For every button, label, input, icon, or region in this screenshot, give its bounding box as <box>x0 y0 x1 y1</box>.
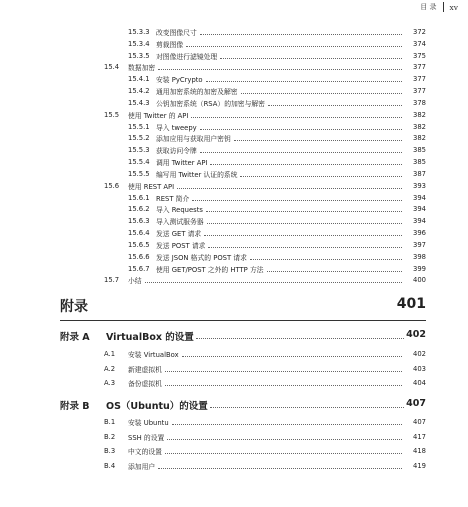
toc-subsection-row <box>0 239 468 251</box>
appendix-item-leader <box>182 356 402 357</box>
toc-leader <box>210 164 402 165</box>
appendix-item-number: A.3 <box>104 379 116 388</box>
toc-number: 15.6.5 <box>128 240 150 249</box>
toc-leader <box>200 152 402 153</box>
toc-page: 396 <box>413 229 426 238</box>
appendix-item-number: A.2 <box>104 364 116 373</box>
appendix-item-page: 404 <box>413 379 426 388</box>
toc-page: 378 <box>413 98 426 107</box>
toc-subsection-row <box>0 73 468 85</box>
appendix-item-page: 419 <box>413 462 426 471</box>
toc-title: 公钥加密系统（RSA）的加密与解密 <box>156 99 265 108</box>
appendix-item-row <box>0 363 468 375</box>
appendix-a-leader <box>196 338 404 339</box>
appendix-item-leader <box>165 385 402 386</box>
toc-subsection-row <box>0 85 468 97</box>
appendix-item-page: 418 <box>413 447 426 456</box>
toc-page: 387 <box>413 169 426 178</box>
toc-leader <box>220 58 402 59</box>
toc-number: 15.3.3 <box>128 28 150 36</box>
toc-number: 15.6.3 <box>128 217 150 226</box>
appendix-item-row <box>0 377 468 389</box>
appendix-b-leader <box>210 407 404 408</box>
appendix-item-leader <box>158 468 402 469</box>
appendix-title: 附录 <box>60 299 88 315</box>
toc-page: 377 <box>413 63 426 72</box>
toc-title: REST 简介 <box>156 194 190 203</box>
toc-number: 15.5.4 <box>128 158 150 167</box>
toc-number: 15.4.3 <box>128 98 150 107</box>
toc-section-row <box>0 274 468 286</box>
toc-number: 15.6.1 <box>128 193 150 202</box>
appendix-page: 401 <box>396 296 426 312</box>
toc-number: 15.5.1 <box>128 122 150 131</box>
toc-leader <box>200 34 402 35</box>
appendix-b-title: OS（Ubuntu）的设置 <box>106 401 208 412</box>
appendix-item-number: B.3 <box>104 447 116 456</box>
toc-title: 对图像进行滤镜处理 <box>156 52 218 61</box>
appendix-a-label: 附录 A <box>60 332 90 343</box>
toc-page: 398 <box>413 252 426 261</box>
toc-leader <box>200 129 402 130</box>
appendix-a-page: 402 <box>406 329 426 340</box>
appendix-item-number: B.2 <box>104 432 116 441</box>
toc-page: 400 <box>413 276 426 285</box>
toc-title: 添加应用与获取用户密钥 <box>156 135 231 144</box>
toc-section-row <box>0 180 468 192</box>
appendix-item-page: 403 <box>413 364 426 373</box>
toc-number: 15.5.2 <box>128 134 150 143</box>
toc-page: 372 <box>413 28 426 36</box>
appendix-item-title: 安装 Ubuntu <box>128 419 169 427</box>
toc-leader <box>241 93 402 94</box>
appendix-item-page: 402 <box>413 350 426 358</box>
toc-leader <box>250 259 402 260</box>
toc-leader <box>234 140 402 141</box>
toc-subsection-row <box>0 156 468 168</box>
appendix-item-row <box>0 460 468 472</box>
toc-number: 15.3.4 <box>128 39 150 48</box>
toc-number: 15.6 <box>104 181 120 190</box>
toc-leader <box>158 69 402 70</box>
toc-number: 15.5.5 <box>128 169 150 178</box>
toc-section-row <box>0 61 468 73</box>
toc-page: 382 <box>413 122 426 131</box>
toc-title: 发送 POST 请求 <box>156 241 206 250</box>
toc-title: 数据加密 <box>128 64 156 73</box>
header-separator <box>443 2 444 12</box>
toc-subsection-row <box>0 215 468 227</box>
appendix-item-number: B.4 <box>104 462 116 471</box>
appendix-item-title: SSH 的设置 <box>128 433 165 442</box>
appendix-item-number: A.1 <box>104 350 116 358</box>
toc-title: 发送 GET 请求 <box>156 230 202 239</box>
appendix-item-title: 添加用户 <box>128 463 156 472</box>
toc-page: 394 <box>413 205 426 214</box>
toc-page: 394 <box>413 193 426 202</box>
toc-page: 377 <box>413 75 426 84</box>
toc-number: 15.6.7 <box>128 264 150 273</box>
toc-title: 小结 <box>128 277 142 286</box>
appendix-item-page: 417 <box>413 432 426 441</box>
running-header <box>420 0 458 14</box>
toc-leader <box>206 211 402 212</box>
header-page-number: xv <box>449 2 458 12</box>
toc-leader <box>204 235 402 236</box>
toc-number: 15.4.2 <box>128 87 150 96</box>
appendix-a-heading-row <box>60 329 426 345</box>
toc-title: 使用 Twitter 的 API <box>128 111 189 120</box>
toc-subsection-row <box>0 168 468 180</box>
toc-number: 15.4.1 <box>128 75 150 84</box>
toc-subsection-row <box>0 227 468 239</box>
toc-number: 15.5 <box>104 110 120 119</box>
appendix-b-page: 407 <box>406 398 426 409</box>
appendix-item-row <box>0 348 468 360</box>
appendix-b-heading-row <box>60 398 426 414</box>
toc-subsection-row <box>0 263 468 275</box>
appendix-item-title: 新建虚拟机 <box>128 365 162 374</box>
appendix-a-title: VirtualBox 的设置 <box>106 332 194 343</box>
toc-leader <box>177 188 402 189</box>
appendix-item-leader <box>165 371 402 372</box>
toc-leader <box>191 117 402 118</box>
appendix-item-leader <box>165 453 402 454</box>
toc-number: 15.6.4 <box>128 229 150 238</box>
toc-page: 397 <box>413 240 426 249</box>
appendix-heading <box>60 296 426 314</box>
toc-title: 获取访问令牌 <box>156 147 197 156</box>
toc-title: 使用 REST API <box>128 182 175 191</box>
appendix-rule <box>60 320 426 321</box>
toc-number: 15.4 <box>104 63 120 72</box>
toc-leader <box>207 223 402 224</box>
toc-leader <box>206 81 402 82</box>
toc-number: 15.3.5 <box>128 51 150 60</box>
toc-title: 安装 PyCrypto <box>156 76 203 85</box>
toc-page: 375 <box>413 51 426 60</box>
toc-title: 发送 JSON 格式的 POST 请求 <box>156 253 247 262</box>
appendix-b-label: 附录 B <box>60 401 90 412</box>
toc-leader <box>145 282 402 283</box>
toc-page: 385 <box>413 158 426 167</box>
toc-title: 导入 Requests <box>156 206 203 215</box>
toc-page: 399 <box>413 264 426 273</box>
toc-page: 393 <box>413 181 426 190</box>
toc-title: 通用加密系统的加密及解密 <box>156 88 238 97</box>
toc-title: 剪裁图像 <box>156 40 184 49</box>
appendix-item-title: 安装 VirtualBox <box>128 351 179 359</box>
toc-title: 改变图像尺寸 <box>156 29 197 37</box>
toc-page: 374 <box>413 39 426 48</box>
appendix-item-title: 备份虚拟机 <box>128 380 162 389</box>
toc-subsection-row <box>0 50 468 62</box>
appendix-item-number: B.1 <box>104 418 116 426</box>
toc-number: 15.7 <box>104 276 120 285</box>
toc-number: 15.6.2 <box>128 205 150 214</box>
appendix-item-row <box>0 431 468 443</box>
toc-title: 导入 tweepy <box>156 123 197 132</box>
appendix-item-leader <box>172 424 402 425</box>
toc-number: 15.5.3 <box>128 146 150 155</box>
toc-leader <box>240 176 402 177</box>
toc-page: 385 <box>413 146 426 155</box>
appendix-item-row <box>0 416 468 428</box>
appendix-item-row <box>0 445 468 457</box>
toc-title: 编写用 Twitter 认证的系统 <box>156 170 238 179</box>
toc-subsection-row <box>0 26 468 38</box>
toc-subsection-row <box>0 121 468 133</box>
toc-subsection-row <box>0 97 468 109</box>
toc-leader <box>186 46 402 47</box>
toc-title: 使用 GET/POST 之外的 HTTP 方法 <box>156 265 264 274</box>
toc-subsection-row <box>0 132 468 144</box>
toc-leader <box>268 105 402 106</box>
header-section: 目 录 <box>420 3 437 11</box>
toc-subsection-row <box>0 251 468 263</box>
toc-title: 导入测试服务器 <box>156 218 204 227</box>
toc-page: 394 <box>413 217 426 226</box>
toc-leader <box>208 247 402 248</box>
appendix-item-title: 中文的设置 <box>128 448 162 457</box>
toc-subsection-row <box>0 144 468 156</box>
appendix-item-leader <box>167 439 402 440</box>
toc-page: 377 <box>413 87 426 96</box>
toc-leader <box>192 200 402 201</box>
toc-subsection-row <box>0 203 468 215</box>
toc-subsection-row <box>0 38 468 50</box>
toc-subsection-row <box>0 192 468 204</box>
appendix-item-page: 407 <box>413 418 426 426</box>
toc-page: 382 <box>413 134 426 143</box>
toc-title: 调用 Twitter API <box>156 159 208 168</box>
toc-page: 382 <box>413 110 426 119</box>
toc-leader <box>267 271 402 272</box>
toc-section-row <box>0 109 468 121</box>
toc-number: 15.6.6 <box>128 252 150 261</box>
